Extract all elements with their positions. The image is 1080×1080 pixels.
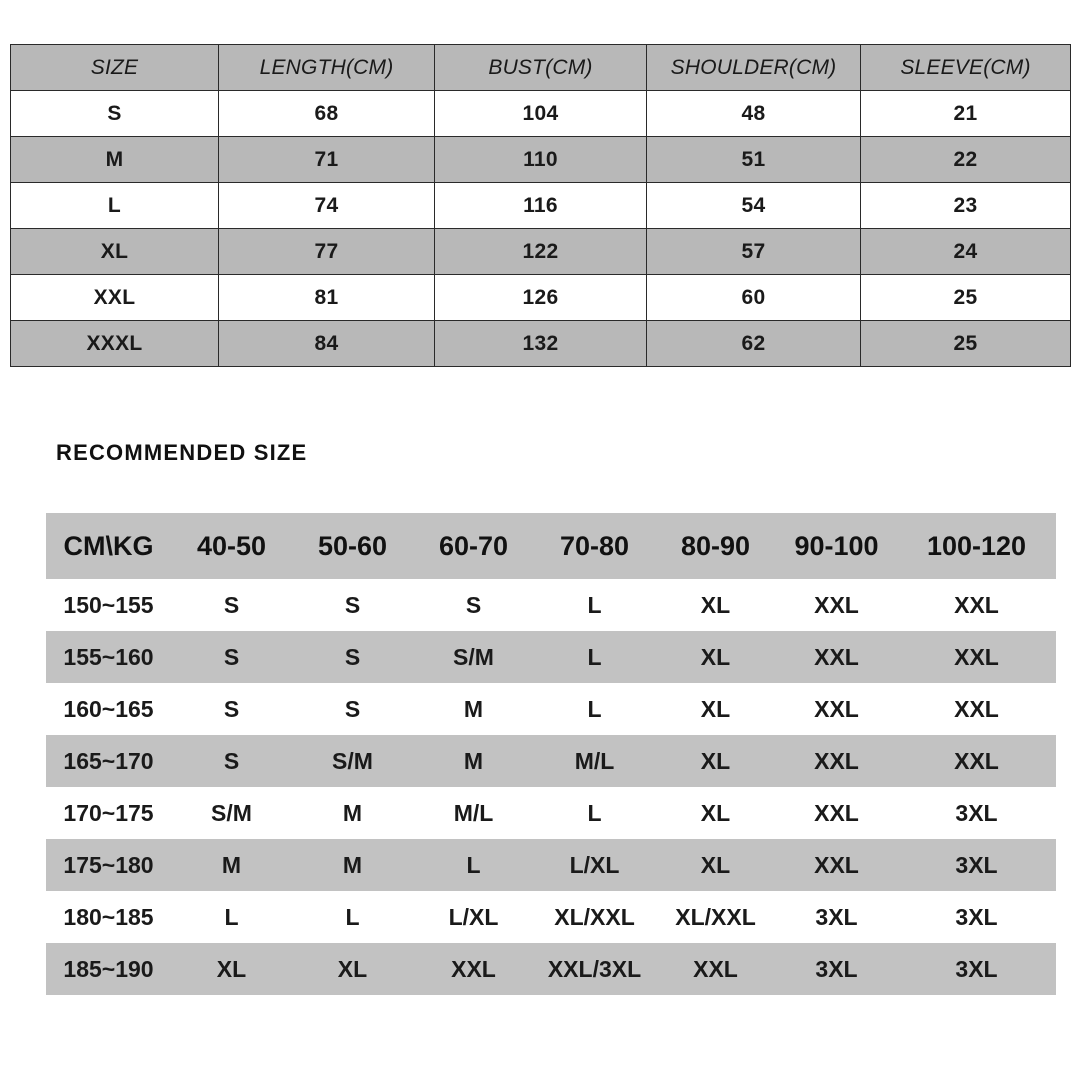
cell-size: S: [11, 91, 219, 137]
cell-recommended-size: S: [413, 579, 534, 631]
table-row: [46, 839, 1056, 891]
cell-size: XXL: [11, 275, 219, 321]
cell-recommended-size: L: [534, 631, 655, 683]
row-header-height: 165~170: [46, 735, 171, 787]
cell-recommended-size: 3XL: [897, 943, 1056, 995]
cell-recommended-size: 3XL: [897, 787, 1056, 839]
cell-bust: 104: [435, 91, 647, 137]
cell-recommended-size: L: [534, 683, 655, 735]
cell-size: XL: [11, 229, 219, 275]
row-header-height: 150~155: [46, 579, 171, 631]
cell-recommended-size: L/XL: [413, 891, 534, 943]
cell-sleeve: 25: [861, 321, 1071, 367]
table-row: [46, 735, 1056, 787]
cell-sleeve: 23: [861, 183, 1071, 229]
recommended-size-body: [46, 579, 1056, 995]
table-row: [11, 229, 1071, 275]
cell-shoulder: 60: [647, 275, 861, 321]
cell-recommended-size: XL/XXL: [534, 891, 655, 943]
cell-recommended-size: XXL: [776, 579, 897, 631]
table-row: [11, 183, 1071, 229]
cell-bust: 122: [435, 229, 647, 275]
column-header-weight-100-120: 100-120: [897, 513, 1056, 579]
cell-recommended-size: S: [292, 631, 413, 683]
cell-size: XXXL: [11, 321, 219, 367]
cell-length: 77: [219, 229, 435, 275]
cell-recommended-size: XL: [292, 943, 413, 995]
cell-recommended-size: S: [292, 579, 413, 631]
cell-recommended-size: S/M: [171, 787, 292, 839]
cell-recommended-size: XL/XXL: [655, 891, 776, 943]
table-row: [46, 683, 1056, 735]
column-header-weight-60-70: 60-70: [413, 513, 534, 579]
cell-recommended-size: XXL: [897, 683, 1056, 735]
size-chart-body: [11, 91, 1071, 367]
size-chart-table: [10, 44, 1071, 367]
size-chart-container: [10, 44, 1070, 367]
cell-recommended-size: 3XL: [776, 891, 897, 943]
cell-recommended-size: XL: [655, 839, 776, 891]
recommended-size-container: [46, 513, 1027, 995]
cell-sleeve: 21: [861, 91, 1071, 137]
row-header-height: 155~160: [46, 631, 171, 683]
cell-shoulder: 54: [647, 183, 861, 229]
column-header-sleeve: SLEEVE(CM): [861, 45, 1071, 91]
table-header-row: [11, 45, 1071, 91]
cell-recommended-size: XL: [655, 579, 776, 631]
cell-shoulder: 51: [647, 137, 861, 183]
cell-shoulder: 62: [647, 321, 861, 367]
cell-recommended-size: L: [534, 579, 655, 631]
row-header-height: 160~165: [46, 683, 171, 735]
table-row: [11, 321, 1071, 367]
column-header-weight-40-50: 40-50: [171, 513, 292, 579]
cell-recommended-size: S: [171, 735, 292, 787]
cell-length: 74: [219, 183, 435, 229]
column-header-length: LENGTH(CM): [219, 45, 435, 91]
table-row: [11, 137, 1071, 183]
cell-recommended-size: 3XL: [897, 839, 1056, 891]
row-header-height: 185~190: [46, 943, 171, 995]
cell-sleeve: 24: [861, 229, 1071, 275]
cell-recommended-size: XXL: [897, 631, 1056, 683]
row-header-height: 180~185: [46, 891, 171, 943]
recommended-size-heading: RECOMMENDED SIZE: [56, 440, 308, 465]
cell-recommended-size: M: [413, 683, 534, 735]
column-header-weight-90-100: 90-100: [776, 513, 897, 579]
cell-recommended-size: M/L: [534, 735, 655, 787]
cell-recommended-size: XXL: [776, 735, 897, 787]
cell-size: L: [11, 183, 219, 229]
cell-recommended-size: S: [292, 683, 413, 735]
column-header-bust: BUST(CM): [435, 45, 647, 91]
cell-shoulder: 48: [647, 91, 861, 137]
column-header-size: SIZE: [11, 45, 219, 91]
cell-recommended-size: XXL: [897, 579, 1056, 631]
cell-length: 81: [219, 275, 435, 321]
cell-recommended-size: XL: [655, 735, 776, 787]
table-row: [46, 579, 1056, 631]
cell-recommended-size: XXL: [413, 943, 534, 995]
column-header-cm-kg: CM\KG: [46, 513, 171, 579]
cell-recommended-size: XL: [655, 631, 776, 683]
cell-bust: 132: [435, 321, 647, 367]
row-header-height: 170~175: [46, 787, 171, 839]
cell-recommended-size: XXL: [776, 631, 897, 683]
cell-recommended-size: XXL: [776, 839, 897, 891]
cell-recommended-size: S: [171, 579, 292, 631]
cell-recommended-size: S/M: [292, 735, 413, 787]
cell-recommended-size: XXL: [776, 787, 897, 839]
cell-sleeve: 25: [861, 275, 1071, 321]
table-row: [11, 91, 1071, 137]
cell-recommended-size: M: [171, 839, 292, 891]
size-chart-header: [11, 45, 1071, 91]
cell-size: M: [11, 137, 219, 183]
cell-recommended-size: 3XL: [776, 943, 897, 995]
cell-sleeve: 22: [861, 137, 1071, 183]
cell-recommended-size: XL: [171, 943, 292, 995]
cell-recommended-size: M/L: [413, 787, 534, 839]
recommended-size-header: [46, 513, 1056, 579]
cell-recommended-size: S: [171, 683, 292, 735]
cell-shoulder: 57: [647, 229, 861, 275]
cell-recommended-size: L: [292, 891, 413, 943]
column-header-shoulder: SHOULDER(CM): [647, 45, 861, 91]
cell-bust: 110: [435, 137, 647, 183]
cell-length: 68: [219, 91, 435, 137]
cell-recommended-size: XL: [655, 683, 776, 735]
table-row: [46, 631, 1056, 683]
cell-recommended-size: 3XL: [897, 891, 1056, 943]
cell-recommended-size: XXL: [776, 683, 897, 735]
table-row: [46, 891, 1056, 943]
cell-recommended-size: M: [413, 735, 534, 787]
cell-recommended-size: S/M: [413, 631, 534, 683]
cell-length: 84: [219, 321, 435, 367]
column-header-weight-50-60: 50-60: [292, 513, 413, 579]
cell-recommended-size: M: [292, 839, 413, 891]
cell-recommended-size: L: [171, 891, 292, 943]
cell-recommended-size: L: [534, 787, 655, 839]
cell-recommended-size: XXL: [655, 943, 776, 995]
cell-recommended-size: XXL: [897, 735, 1056, 787]
table-row: [46, 943, 1056, 995]
column-header-weight-80-90: 80-90: [655, 513, 776, 579]
cell-bust: 126: [435, 275, 647, 321]
cell-recommended-size: L/XL: [534, 839, 655, 891]
cell-bust: 116: [435, 183, 647, 229]
cell-recommended-size: L: [413, 839, 534, 891]
cell-recommended-size: M: [292, 787, 413, 839]
cell-recommended-size: XL: [655, 787, 776, 839]
row-header-height: 175~180: [46, 839, 171, 891]
cell-length: 71: [219, 137, 435, 183]
cell-recommended-size: S: [171, 631, 292, 683]
table-row: [11, 275, 1071, 321]
recommended-size-table: [46, 513, 1056, 995]
table-row: [46, 787, 1056, 839]
column-header-weight-70-80: 70-80: [534, 513, 655, 579]
cell-recommended-size: XXL/3XL: [534, 943, 655, 995]
table-header-row: [46, 513, 1056, 579]
